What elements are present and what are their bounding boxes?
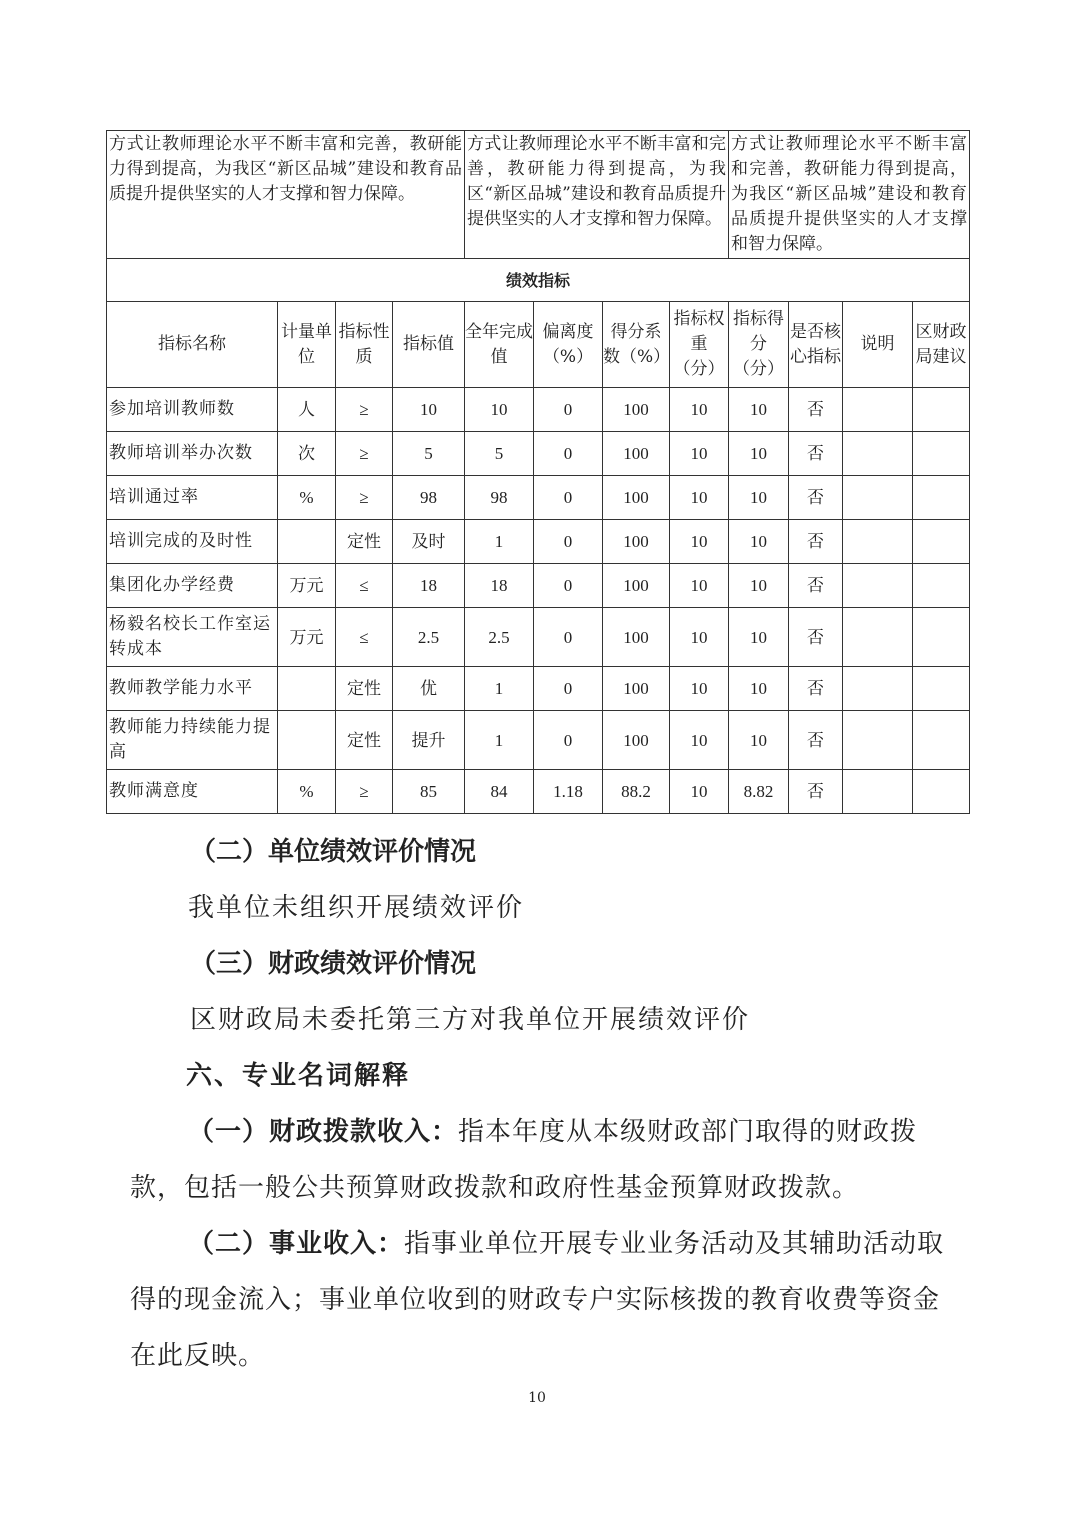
table-cell <box>913 432 970 476</box>
table-cell <box>913 520 970 564</box>
column-header: 计量单位 <box>278 302 336 388</box>
table-cell: 否 <box>789 711 843 770</box>
table-cell: 100 <box>603 520 670 564</box>
description-cell: 方式让教师理论水平不断丰富和完善，教研能力得到提高，为我区“新区品城”建设和教育品质提升提供坚实的人才支撑和智力保障。 <box>729 131 970 259</box>
table-cell: 10 <box>670 476 729 520</box>
page-number: 10 <box>528 1390 546 1406</box>
table-cell <box>843 770 913 814</box>
table-cell: 教师满意度 <box>107 770 278 814</box>
glossary-title: 六、专业名词解释 <box>186 1061 411 1091</box>
table-cell: 10 <box>729 608 789 667</box>
table-cell: 10 <box>670 667 729 711</box>
table-cell: 定性 <box>336 520 393 564</box>
term1-text: 指本年度从本级财政部门取得的财政拨款，包括一般公共预算财政拨款和政府性基金预算财政拨款。 <box>130 1117 918 1203</box>
table-cell: 5 <box>393 432 465 476</box>
table-cell: 100 <box>603 608 670 667</box>
table-row <box>107 432 970 476</box>
table-cell: ≥ <box>336 770 393 814</box>
table-cell: 否 <box>789 608 843 667</box>
column-header: 说明 <box>843 302 913 388</box>
table-cell: % <box>278 770 336 814</box>
table-cell <box>843 388 913 432</box>
table-cell <box>278 520 336 564</box>
table-cell: ≤ <box>336 564 393 608</box>
table-cell: 0 <box>534 520 603 564</box>
finance-eval-title: （三）财政绩效评价情况 <box>190 949 477 979</box>
table-cell <box>843 520 913 564</box>
performance-table <box>106 130 970 814</box>
table-cell: 100 <box>603 388 670 432</box>
table-cell: 0 <box>534 388 603 432</box>
table-cell: 人 <box>278 388 336 432</box>
description-row <box>107 131 970 259</box>
table-cell: 10 <box>729 520 789 564</box>
table-cell <box>913 476 970 520</box>
table-cell: 否 <box>789 432 843 476</box>
table-cell: 2.5 <box>393 608 465 667</box>
table-row <box>107 564 970 608</box>
table-cell <box>913 711 970 770</box>
table-cell: 万元 <box>278 564 336 608</box>
table-cell: 教师能力持续能力提高 <box>107 711 278 770</box>
table-cell <box>843 432 913 476</box>
table-cell: 次 <box>278 432 336 476</box>
table-cell: 0 <box>534 711 603 770</box>
column-header: 区财政局建议 <box>913 302 970 388</box>
column-header: 得分系数（%） <box>603 302 670 388</box>
table-cell: 集团化办学经费 <box>107 564 278 608</box>
column-header: 是否核心指标 <box>789 302 843 388</box>
table-cell: 0 <box>534 564 603 608</box>
table-cell: 100 <box>603 564 670 608</box>
table-cell: 10 <box>729 667 789 711</box>
table-cell: 10 <box>729 432 789 476</box>
table-cell: 10 <box>670 608 729 667</box>
table-row <box>107 770 970 814</box>
table-cell: 培训完成的及时性 <box>107 520 278 564</box>
table-cell: 100 <box>603 711 670 770</box>
table-cell: 0 <box>534 667 603 711</box>
table-cell: ≤ <box>336 608 393 667</box>
table-cell <box>913 388 970 432</box>
table-cell: 及时 <box>393 520 465 564</box>
table-row <box>107 476 970 520</box>
table-row <box>107 608 970 667</box>
table-cell <box>843 711 913 770</box>
table-cell: 1 <box>465 667 534 711</box>
table-cell <box>843 564 913 608</box>
table-cell: 0 <box>534 476 603 520</box>
table-cell <box>843 476 913 520</box>
table-cell: 10 <box>729 476 789 520</box>
unit-eval-title: （二）单位绩效评价情况 <box>190 837 477 867</box>
table-cell: 否 <box>789 476 843 520</box>
table-cell: 5 <box>465 432 534 476</box>
table-cell: 10 <box>670 388 729 432</box>
table-cell: 否 <box>789 770 843 814</box>
table-cell: 10 <box>670 711 729 770</box>
unit-eval-text: 我单位未组织开展绩效评价 <box>188 893 525 923</box>
table-cell: 优 <box>393 667 465 711</box>
table-cell: 100 <box>603 432 670 476</box>
table-cell: 10 <box>670 770 729 814</box>
section-title: 绩效指标 <box>107 259 970 302</box>
table-cell: 88.2 <box>603 770 670 814</box>
column-header: 全年完成值 <box>465 302 534 388</box>
table-cell: 98 <box>465 476 534 520</box>
table-cell: 否 <box>789 667 843 711</box>
table-cell: 1.18 <box>534 770 603 814</box>
table-cell: 100 <box>603 667 670 711</box>
term1-label: （一）财政拨款收入： <box>188 1117 459 1147</box>
table-cell: 教师培训举办次数 <box>107 432 278 476</box>
table-cell: 1 <box>465 711 534 770</box>
term1-paragraph <box>130 1104 950 1216</box>
description-cell: 方式让教师理论水平不断丰富和完善，教研能力得到提高，为我区“新区品城”建设和教育品质提升提供坚实的人才支撑和智力保障。 <box>107 131 465 259</box>
table-cell: 2.5 <box>465 608 534 667</box>
table-cell: 100 <box>603 476 670 520</box>
column-header: 指标性质 <box>336 302 393 388</box>
finance-eval-text: 区财政局未委托第三方对我单位开展绩效评价 <box>190 1005 751 1035</box>
table-cell: 提升 <box>393 711 465 770</box>
table-cell: 1 <box>465 520 534 564</box>
table-cell <box>913 770 970 814</box>
table-cell: 10 <box>465 388 534 432</box>
table-cell: 参加培训教师数 <box>107 388 278 432</box>
table-cell: 否 <box>789 388 843 432</box>
table-cell: 8.82 <box>729 770 789 814</box>
column-header: 指标得分（分） <box>729 302 789 388</box>
table-cell: 定性 <box>336 711 393 770</box>
table-cell: 18 <box>393 564 465 608</box>
term2-label: （二）事业收入： <box>188 1229 405 1259</box>
table-cell: 培训通过率 <box>107 476 278 520</box>
table-cell <box>278 667 336 711</box>
table-cell: 10 <box>670 520 729 564</box>
table-cell: 85 <box>393 770 465 814</box>
table-row <box>107 388 970 432</box>
term2-text: 指事业单位开展专业业务活动及其辅助活动取得的现金流入；事业单位收到的财政专户实际核拨的教育收费等资金在此反映。 <box>130 1229 945 1371</box>
table-cell: 18 <box>465 564 534 608</box>
table-cell: 10 <box>393 388 465 432</box>
table-cell: ≥ <box>336 476 393 520</box>
table-cell <box>843 667 913 711</box>
table-cell: % <box>278 476 336 520</box>
table-cell: 10 <box>729 388 789 432</box>
description-cell: 方式让教师理论水平不断丰富和完善，教研能力得到提高，为我区“新区品城”建设和教育品质提升提供坚实的人才支撑和智力保障。 <box>465 131 729 259</box>
table-cell: 0 <box>534 432 603 476</box>
table-row <box>107 667 970 711</box>
table-cell: 0 <box>534 608 603 667</box>
table-row <box>107 520 970 564</box>
table-cell <box>913 564 970 608</box>
header-row <box>107 302 970 388</box>
table-cell: 教师教学能力水平 <box>107 667 278 711</box>
table-row <box>107 711 970 770</box>
column-header: 指标名称 <box>107 302 278 388</box>
table-cell <box>913 608 970 667</box>
table-cell: 定性 <box>336 667 393 711</box>
table-cell: 98 <box>393 476 465 520</box>
term2-paragraph <box>130 1216 950 1384</box>
table-cell <box>843 608 913 667</box>
table-cell: 否 <box>789 520 843 564</box>
table-cell: 84 <box>465 770 534 814</box>
table-cell <box>913 667 970 711</box>
table-cell: ≥ <box>336 432 393 476</box>
column-header: 指标值 <box>393 302 465 388</box>
table-cell <box>278 711 336 770</box>
table-cell: 10 <box>670 564 729 608</box>
table-cell: 10 <box>729 711 789 770</box>
table-cell: 万元 <box>278 608 336 667</box>
table-cell: ≥ <box>336 388 393 432</box>
column-header: 指标权重（分） <box>670 302 729 388</box>
table-cell: 否 <box>789 564 843 608</box>
column-header: 偏离度（%） <box>534 302 603 388</box>
table-cell: 10 <box>729 564 789 608</box>
table-cell: 杨毅名校长工作室运转成本 <box>107 608 278 667</box>
table-cell: 10 <box>670 432 729 476</box>
